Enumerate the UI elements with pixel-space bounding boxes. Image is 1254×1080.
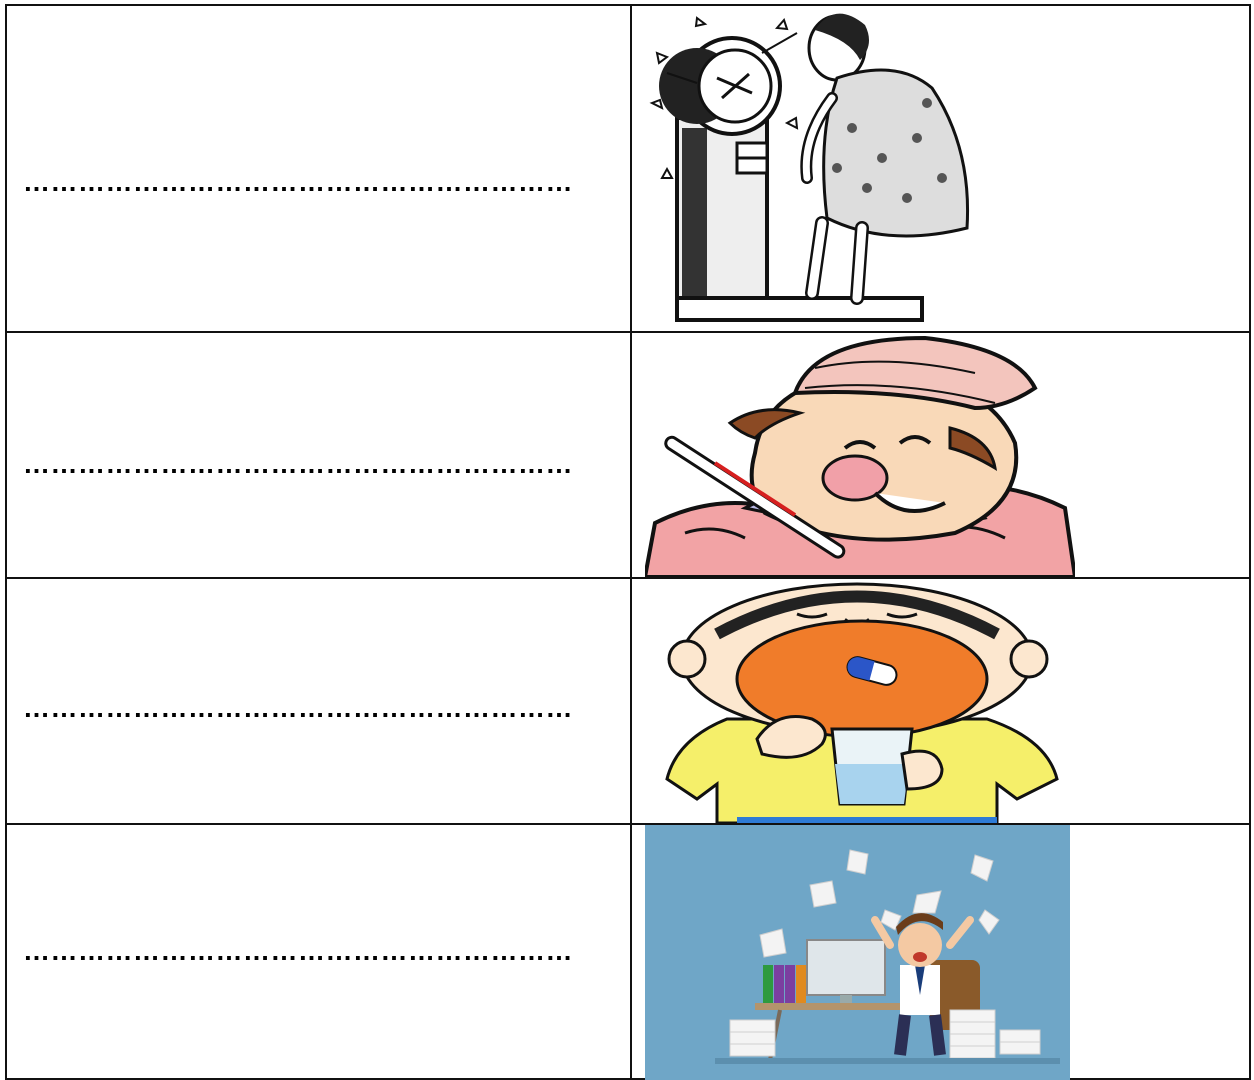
answer-blank-line[interactable]: …………………………………………………… [23, 451, 573, 478]
woman-breaking-scale-picture [637, 8, 997, 330]
worksheet-table [5, 4, 1251, 1080]
table-row [7, 331, 1249, 579]
column-divider [630, 6, 632, 331]
answer-blank-line[interactable]: …………………………………………………… [23, 938, 573, 965]
answer-blank-line[interactable]: …………………………………………………… [23, 169, 573, 196]
man-with-fever-thermometer-picture [645, 333, 1075, 577]
table-row [7, 6, 1249, 333]
boy-swallowing-pill-picture [647, 579, 1067, 823]
column-divider [630, 331, 632, 577]
table-row [7, 823, 1249, 1080]
table-row [7, 577, 1249, 825]
stressed-office-worker-picture [645, 825, 1070, 1080]
answer-blank-line[interactable]: …………………………………………………… [23, 695, 573, 722]
column-divider [630, 577, 632, 823]
column-divider [630, 823, 632, 1080]
